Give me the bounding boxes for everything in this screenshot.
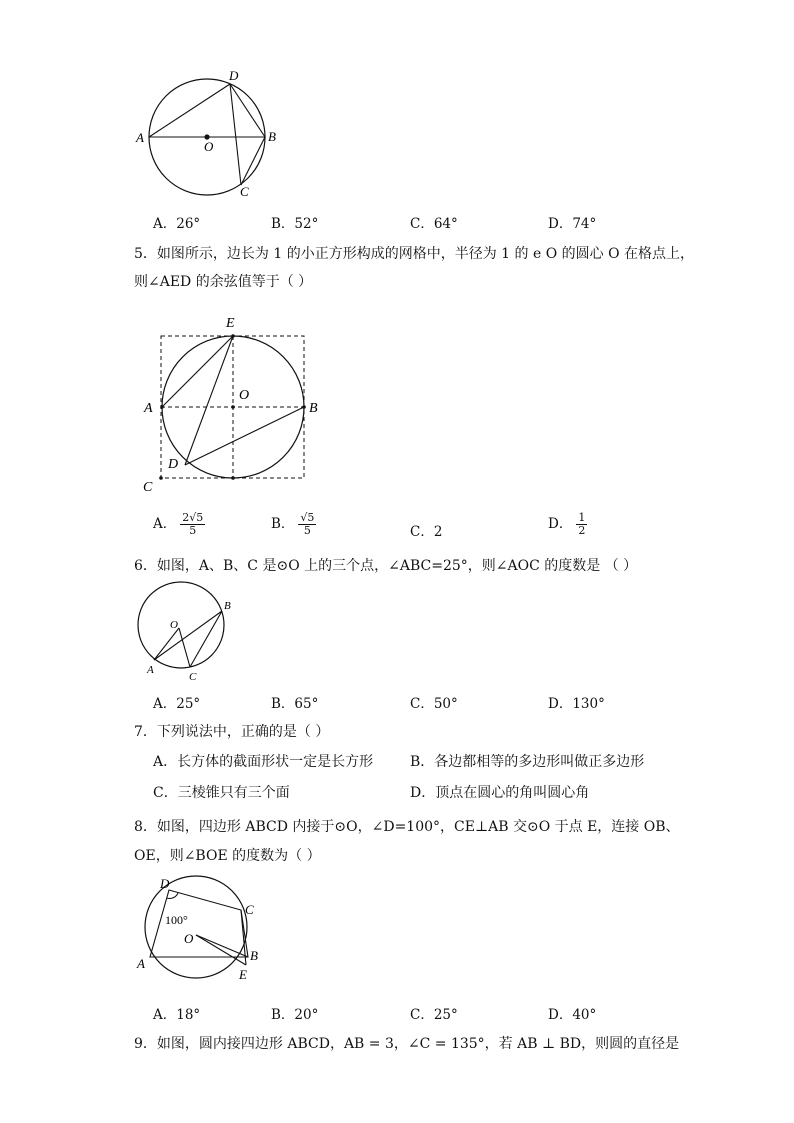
- q6-figure: [134, 578, 244, 686]
- q6-segment-OC: [179, 628, 190, 667]
- q8-label-B: B: [250, 948, 258, 963]
- q4-option-d-text: 74°: [572, 216, 597, 232]
- q5-label-B: B: [309, 401, 318, 416]
- q8-segment-OB: [196, 935, 248, 957]
- q4-figure: [130, 62, 290, 202]
- q7-option-d: [410, 783, 589, 803]
- q5-option-c-text: 2: [433, 524, 443, 540]
- q8-label-O: O: [184, 931, 194, 946]
- q4-option-c-letter: C．: [410, 216, 434, 232]
- q7-option-c-letter: C．: [153, 785, 178, 801]
- q8-option-b-letter: B．: [271, 1007, 295, 1023]
- q5-point-B: [302, 405, 306, 409]
- q6-option-a: [153, 692, 200, 712]
- q7-option-b: [410, 752, 644, 772]
- q5-label-D: D: [168, 457, 179, 472]
- q8-label-E: E: [239, 967, 247, 982]
- q7-option-d-letter: D．: [410, 785, 436, 801]
- q6-option-b-text: 65°: [294, 696, 319, 712]
- q6-option-d: [548, 692, 605, 712]
- q5-label-C: C: [143, 480, 153, 495]
- q8-option-a: [153, 1003, 200, 1023]
- q4-option-b: [271, 212, 318, 232]
- q4-option-a-letter: A．: [153, 216, 177, 232]
- q8-segment-OE: [196, 935, 246, 965]
- q5-option-b-numerator: √5: [300, 511, 315, 524]
- q7-option-b-letter: B．: [410, 754, 435, 770]
- q8-option-a-text: 18°: [176, 1007, 201, 1023]
- q4-segment-AD: [149, 84, 230, 137]
- q6-option-b: [271, 692, 318, 712]
- q4-label-O: O: [204, 139, 214, 154]
- q6-label-A: A: [147, 664, 154, 676]
- q6-option-c-letter: C．: [410, 696, 434, 712]
- q7-option-a-letter: A．: [153, 754, 178, 770]
- q4-segment-CB: [241, 137, 265, 185]
- q5-option-d-fraction: [576, 512, 587, 537]
- q6-option-d-letter: D．: [548, 696, 573, 712]
- q7-option-a: [153, 752, 373, 772]
- q5-label-E: E: [226, 316, 235, 331]
- q4-label-D: D: [229, 68, 239, 83]
- q5-point-bottom: [231, 476, 235, 480]
- q8-label-A: A: [137, 956, 145, 971]
- q5-option-d-letter: D．: [548, 516, 573, 532]
- q5-option-a-denominator: 5: [189, 524, 197, 537]
- q4-option-a-text: 26°: [176, 216, 201, 232]
- q6-option-c: [410, 692, 458, 712]
- q6-circle: [138, 582, 224, 668]
- q5-option-b-fraction: [298, 512, 316, 537]
- q5-label-A: A: [144, 401, 153, 416]
- q6-segment-AO: [154, 628, 179, 660]
- q8-option-d-text: 40°: [572, 1007, 597, 1023]
- q5-option-a-fraction: [180, 512, 205, 537]
- q7-stem-line1: 7．下列说法中，正确的是（ ）: [134, 724, 330, 740]
- q8-option-c: [410, 1003, 458, 1023]
- q5-option-c-letter: C．: [410, 524, 434, 540]
- q5-option-c: [410, 520, 442, 540]
- q4-label-A: A: [136, 130, 144, 145]
- q6-segment-BC: [190, 611, 222, 667]
- q5-option-a: [153, 512, 205, 537]
- q8-figure: [132, 872, 272, 987]
- q5-option-b-letter: B．: [271, 516, 295, 532]
- q4-option-c-text: 64°: [433, 216, 458, 232]
- q7-option-d-text: 顶点在圆心的角叫圆心角: [435, 785, 590, 801]
- q5-stem-line1: 5．如图所示，边长为 1 的小正方形构成的网格中，半径为 1 的 e O 的圆心 O 在格点上，: [134, 246, 695, 262]
- q5-figure: [138, 310, 338, 495]
- q4-option-b-text: 52°: [294, 216, 319, 232]
- q6-segment-AB: [154, 611, 222, 660]
- q4-option-d-letter: D．: [548, 216, 573, 232]
- q6-stem-line1: 6．如图，A、B、C 是⊙O 上的三个点，∠ABC=25°，则∠AOC 的度数是 （ ）: [134, 558, 638, 574]
- q5-option-d-numerator: 1: [578, 511, 586, 524]
- q6-label-O: O: [170, 619, 178, 631]
- q8-stem-line2: OE，则∠BOE 的度数为（ ）: [134, 848, 321, 864]
- q6-option-a-text: 25°: [176, 696, 201, 712]
- q5-point-C: [159, 476, 163, 480]
- q8-option-c-text: 25°: [433, 1007, 458, 1023]
- q8-option-a-letter: A．: [153, 1007, 177, 1023]
- q7-option-a-text: 长方体的截面形状一定是长方形: [177, 754, 374, 770]
- q5-point-A: [160, 405, 164, 409]
- q6-option-b-letter: B．: [271, 696, 295, 712]
- q8-option-c-letter: C．: [410, 1007, 434, 1023]
- q5-segment-AE: [162, 336, 233, 407]
- q5-stem-line2: 则∠AED 的余弦值等于（ ）: [134, 274, 313, 290]
- q6-label-B: B: [224, 600, 231, 612]
- q5-option-d-denominator: 2: [578, 524, 586, 537]
- q4-label-C: C: [240, 184, 249, 199]
- q5-option-b-denominator: 5: [303, 524, 311, 537]
- q8-angle-label: 100°: [165, 913, 188, 927]
- q8-option-d-letter: D．: [548, 1007, 573, 1023]
- q8-option-d: [548, 1003, 596, 1023]
- q4-option-c: [410, 212, 458, 232]
- q4-option-b-letter: B．: [271, 216, 295, 232]
- q5-option-d: [548, 512, 587, 537]
- q5-option-b: [271, 512, 316, 537]
- q7-option-c: [153, 783, 290, 803]
- q4-option-d: [548, 212, 596, 232]
- q4-option-a: [153, 212, 200, 232]
- q7-option-b-text: 各边都相等的多边形叫做正多边形: [434, 754, 645, 770]
- q8-option-b: [271, 1003, 318, 1023]
- q5-option-a-numerator: 2√5: [182, 511, 204, 524]
- q5-point-O: [231, 405, 235, 409]
- q8-option-b-text: 20°: [294, 1007, 319, 1023]
- q6-option-a-letter: A．: [153, 696, 177, 712]
- q5-option-a-letter: A．: [153, 516, 177, 532]
- q4-label-B: B: [268, 129, 276, 144]
- q8-label-C: C: [245, 902, 254, 917]
- q8-stem-line1: 8．如图，四边形 ABCD 内接于⊙O，∠D=100°，CE⊥AB 交⊙O 于点 E，连接 OB、: [134, 819, 680, 835]
- q6-label-C: C: [189, 671, 197, 683]
- q6-option-c-text: 50°: [433, 696, 458, 712]
- q9-stem-line1: 9．如图，圆内接四边形 ABCD，AB = 3，∠C = 135°，若 AB ⊥ BD，则圆的直径是: [134, 1036, 680, 1052]
- q8-label-D: D: [160, 876, 170, 891]
- q5-label-O: O: [239, 388, 250, 403]
- q8-circle: [145, 876, 247, 978]
- q5-point-E: [231, 334, 235, 338]
- q6-option-d-text: 130°: [572, 696, 605, 712]
- q7-option-c-text: 三棱锥只有三个面: [177, 785, 290, 801]
- q8-angle-arc-D: [167, 893, 178, 898]
